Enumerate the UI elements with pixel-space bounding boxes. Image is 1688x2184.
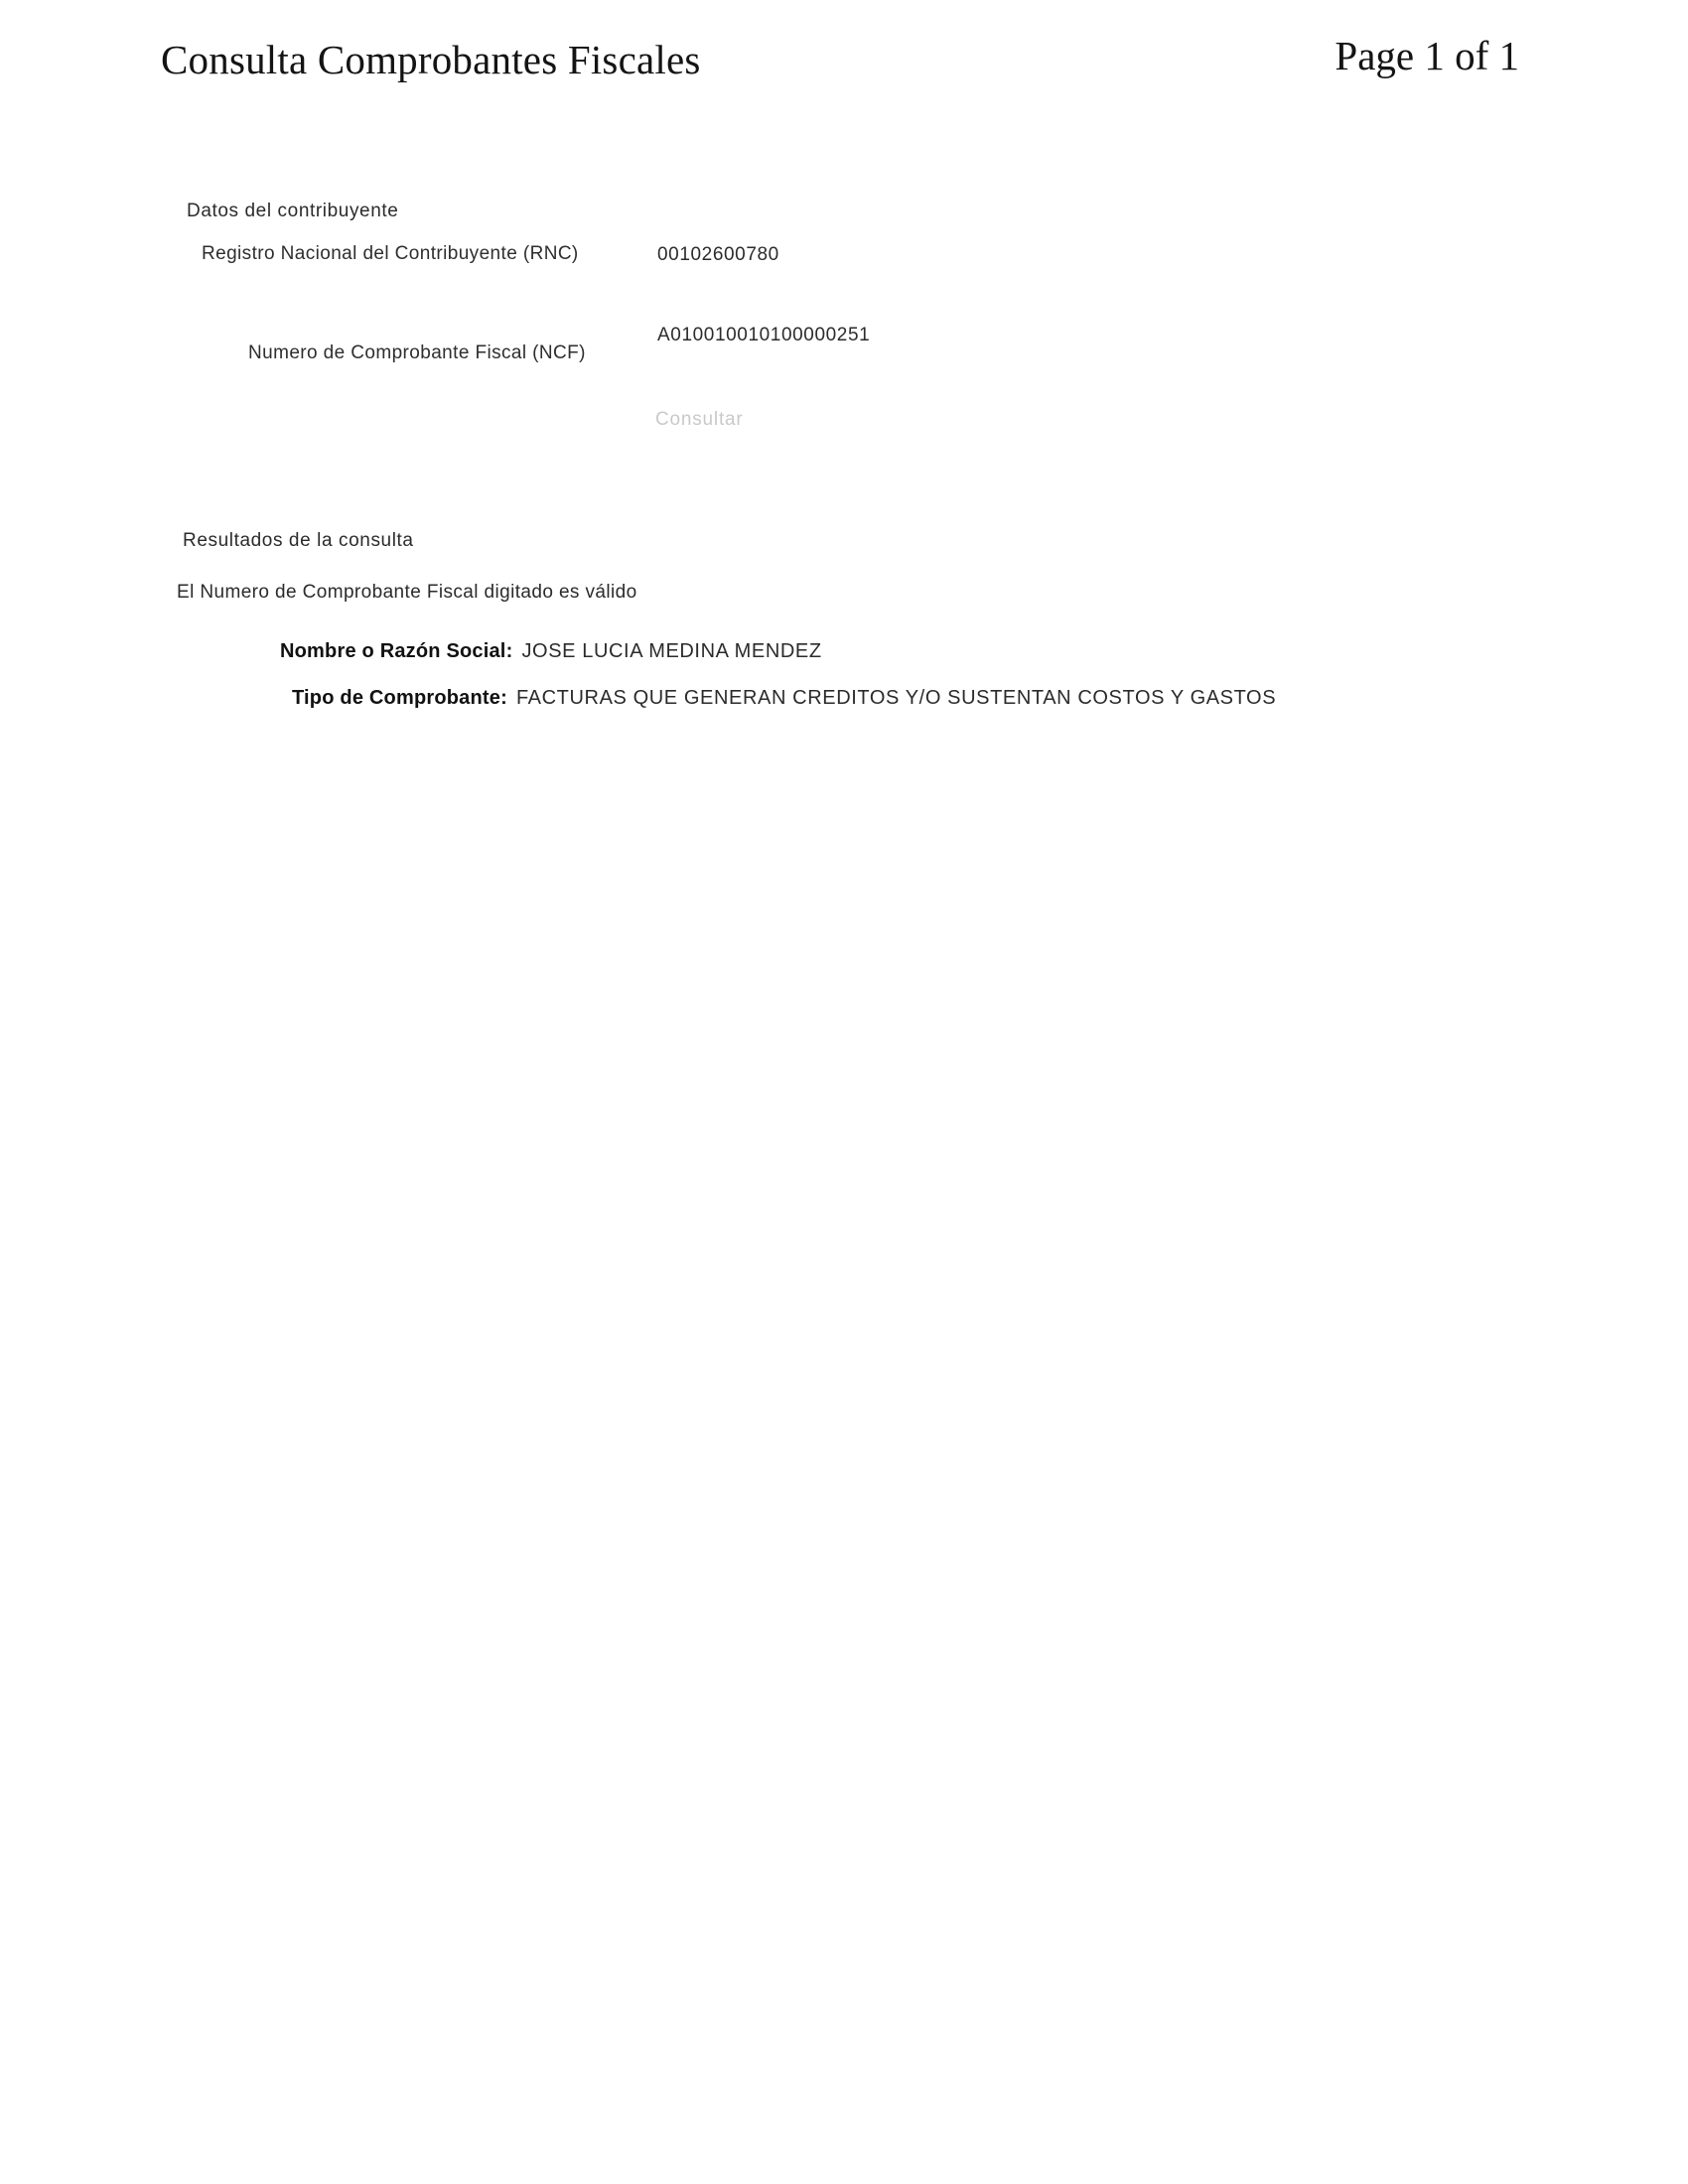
page-indicator: Page 1 of 1: [1335, 33, 1519, 78]
result-row-tipo: [292, 687, 1276, 710]
rnc-label: Registro Nacional del Contribuyente (RNC): [202, 243, 579, 264]
result-label-nombre: Nombre o Razón Social:: [280, 640, 513, 662]
result-value-tipo: FACTURAS QUE GENERAN CREDITOS Y/O SUSTENTAN COSTOS Y GASTOS: [515, 687, 1277, 709]
results-section-heading: Resultados de la consulta: [183, 530, 414, 551]
result-value-nombre: JOSE LUCIA MEDINA MENDEZ: [521, 640, 822, 662]
ncf-input[interactable]: A010010010100000251: [657, 325, 871, 345]
consultar-button[interactable]: Consultar: [655, 409, 744, 430]
result-label-tipo: Tipo de Comprobante:: [292, 687, 507, 709]
validation-status-message: El Numero de Comprobante Fiscal digitado es válido: [177, 582, 637, 603]
ncf-label: Numero de Comprobante Fiscal (NCF): [248, 342, 586, 363]
page-title: Consulta Comprobantes Fiscales: [161, 37, 701, 82]
rnc-input[interactable]: 00102600780: [657, 244, 779, 265]
taxpayer-section-heading: Datos del contribuyente: [187, 201, 399, 221]
result-row-nombre: [280, 640, 822, 663]
